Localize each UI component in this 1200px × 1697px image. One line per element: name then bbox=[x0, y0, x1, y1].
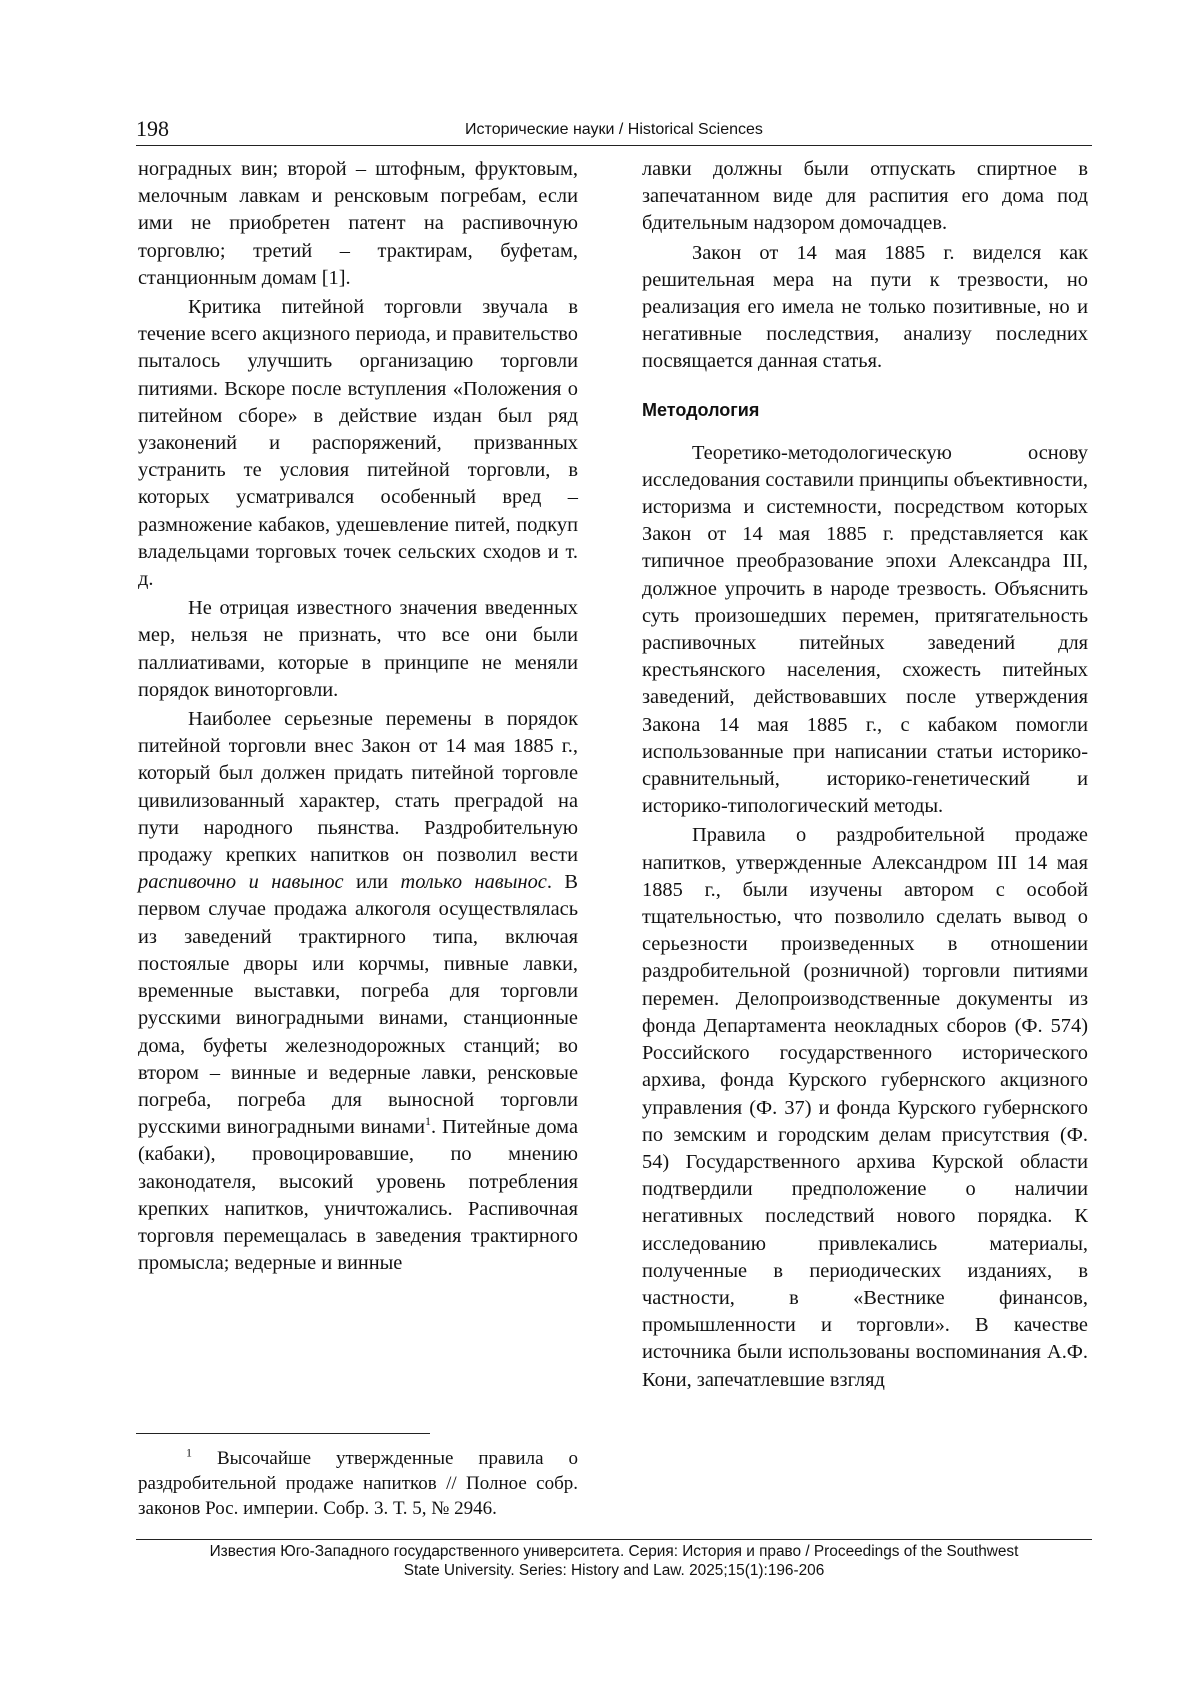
footnote-text: Высочайше утвержденные правила о раздробительной продаже напитков // Полное собр. законов Рос. империи. Собр. 3. Т. 5, № 2946. bbox=[138, 1448, 578, 1519]
text-run: Наиболее серьезные перемены в порядок питейной торговли внес Закон от 14 мая 1885 г., который был должен придать питейной торговле цивилизованный характер, стать преградой на пути народного пьянства. Раздробительную продажу крепких напитков он позволил вести bbox=[138, 708, 578, 867]
page-footer bbox=[136, 1542, 1092, 1580]
right-column bbox=[642, 156, 1088, 1396]
section-heading: Методология bbox=[642, 399, 760, 420]
footer-rule bbox=[136, 1539, 1092, 1540]
footnote bbox=[138, 1446, 578, 1521]
footer-line: Известия Юго-Западного государственного университета. Серия: История и право / Proceedings of the Southwest bbox=[209, 1543, 1019, 1560]
footnote-ref[interactable]: 1 bbox=[424, 1114, 431, 1129]
text-run: . В первом случае продажа алкоголя осуществлялась из заведений трактирного типа, включая постоялые дворы или корчмы, пивные лавки, временные выставки, погреба для торговли русскими виноградными винами, станционные дома, буфеты железнодорожных станций; во втором – винные и ведерные лавки, ренсковые погреба, погреба для выносной торговли русскими виноградными винами bbox=[138, 871, 579, 1139]
footer-line: State University. Series: History and Law. 2025;15(1):196-206 bbox=[403, 1562, 825, 1579]
paragraph: Закон от 14 мая 1885 г. виделся как решительная мера на пути к трезвости, но реализация его имела не только позитивные, но и негативные последствия, анализу последних посвящается данная статья. bbox=[642, 241, 1088, 373]
left-column bbox=[138, 156, 578, 1279]
paragraph: ноградных вин; второй – штофным, фруктовым, мелочным лавкам и ренсковым погребам, если ими не приобретен патент на распивочную торговлю; третий – трактирам, буфетам, станционным домам [1]. bbox=[138, 158, 578, 289]
paragraph: Теоретико-методологическую основу исследования составили принципы объективности, историзма и системности, посредством которых Закон от 14 мая 1885 г. представляется как типичное преобразование эпохи Александра III, должное упрочить в народе трезвость. Объяснить суть произошедших перемен, притягательность распивочных питейных заведений для крестьянского населения, схожесть питейных заведений, действовавших после утверждения Закона 14 мая 1885 г., с кабаком помогли использованные при написании статьи историко-сравнительный, историко-генетический и историко-типологический методы. bbox=[642, 441, 1088, 818]
paragraph: Не отрицая известного значения введенных мер, нельзя не признать, что все они были паллиативами, которые в принципе не меняли порядок виноторговли. bbox=[138, 597, 578, 701]
italic-term: только навынос bbox=[400, 871, 547, 894]
footnote-mark: 1 bbox=[186, 1445, 192, 1460]
italic-term: распивочно и навынос bbox=[138, 871, 344, 894]
running-title: Исторические науки / Historical Sciences bbox=[465, 121, 763, 138]
paragraph: Критика питейной торговли звучала в течение всего акцизного периода, и правительство пыталось улучшить организацию торговли питиями. Вскоре после вступления «Положения о питейном сборе» в действие издан был ряд узаконений и распоряжений, призванных устранить те условия питейной торговли, в которых усматривался особенный вред – размножение кабаков, удешевление питей, подкуп владельцами торговых точек сельских сходов и т. д. bbox=[138, 296, 578, 591]
text-run: или bbox=[343, 871, 401, 894]
footnote-rule bbox=[136, 1433, 430, 1434]
paragraph: Правила о раздробительной продаже напитков, утвержденные Александром III 14 мая 1885 г., были изучены автором с особой тщательностью, что позволило сделать вывод о серьезности произведенных в отношении раздробительной (розничной) торговли питиями перемен. Делопроизводственные документы из фонда Департамента неокладных сборов (Ф. 574) Российского государственного исторического архива, фонда Курского губернского акцизного управления (Ф. 37) и фонда Курского губернского по земским и городским делам присутствия (Ф. 54) Государственного архива Курской области подтвердили предположение о наличии негативных последствий нового порядка. К исследованию привлекались материалы, полученные в периодических изданиях, в частности, в «Вестнике финансов, промышленности и торговли». В качестве источника были использованы воспоминания А.Ф. Кони, запечатлевшие взгляд bbox=[642, 824, 1088, 1391]
text-run: . Питейные дома (кабаки), провоцировавшие, по мнению законодателя, высокий уровень потребления крепких напитков, уничтожались. Распивочная торговля перемещалась в заведения трактирного промысла; ведерные и винные bbox=[138, 1116, 578, 1275]
page-header bbox=[136, 116, 1092, 144]
paragraph bbox=[138, 706, 578, 1277]
header-rule bbox=[136, 145, 1092, 146]
paragraph: лавки должны были отпускать спиртное в запечатанном виде для распития его дома под бдительным надзором домочадцев. bbox=[642, 158, 1088, 235]
page-number: 198 bbox=[136, 116, 169, 141]
